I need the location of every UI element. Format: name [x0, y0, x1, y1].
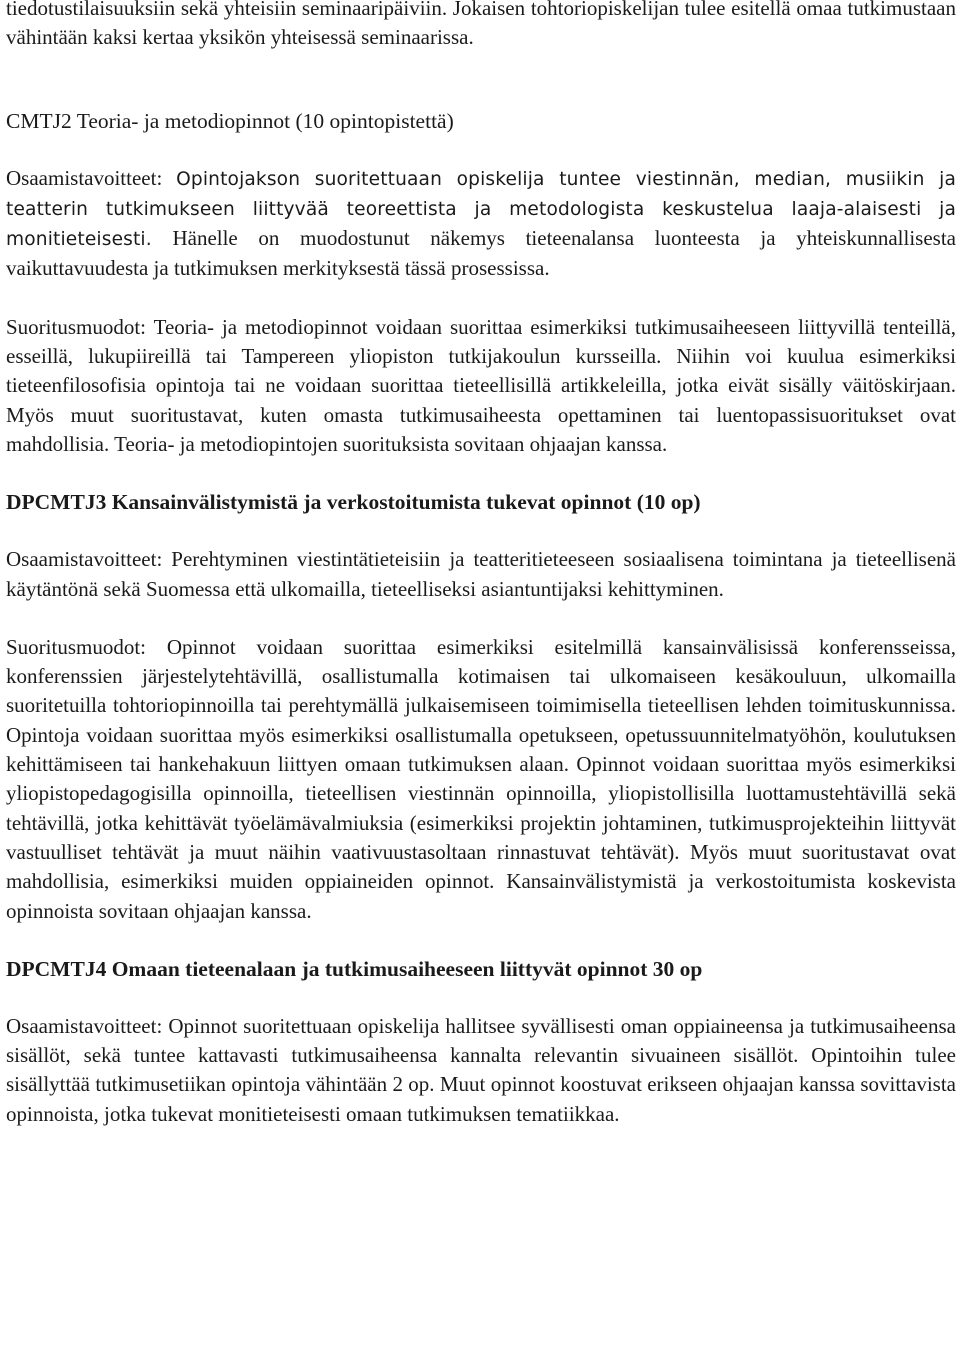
methods-label: Suoritusmuodot: [6, 634, 147, 659]
section-dpcmtj4-outcomes [6, 1012, 956, 1129]
section-dpcmtj3-outcomes [6, 545, 956, 604]
section-cmtj2-outcomes [6, 164, 956, 284]
document-page [6, 0, 956, 1129]
methods-text: Teoria- ja metodiopinnot voidaan suorittaa esimerkiksi tutkimusaiheeseen liittyvillä tenteillä, esseillä, lukupiireillä tai Tampereen yliopiston tutkijakoulun kursseilla. Niihin voi kuulua esimerkiksi tieteenfilosofisia opintoja tai ne voidaan suorittaa tieteellisillä artikkeleilla, jotka eivät sisälly väitöskirjaan. Myös muut suoritustavat, kuten omasta tutkimusaiheesta opettaminen tai luentopassisuoritukset ovat mahdollisia. Teoria- ja metodiopintojen suorituksista sovitaan ohjaajan kanssa. [6, 314, 956, 456]
intro-paragraph: tiedotustilaisuuksiin sekä yhteisiin seminaaripäiviin. Jokaisen tohtoriopiskelijan tulee esitellä omaa tutkimustaan vähintään kaksi kertaa yksikön yhteisessä seminaarissa. [6, 0, 956, 50]
methods-label: Suoritusmuodot: [6, 314, 147, 339]
section-cmtj2-methods [6, 313, 956, 459]
outcomes-label: Osaamistavoitteet: [6, 165, 163, 190]
section-heading-cmtj2: CMTJ2 Teoria- ja metodiopinnot (10 opintopistettä) [6, 108, 454, 133]
outcomes-label: Osaamistavoitteet: [6, 547, 163, 572]
section-heading-dpcmtj3: DPCMTJ3 Kansainvälistymistä ja verkostoitumista tukevat opinnot (10 op) [6, 490, 701, 515]
section-dpcmtj3-methods [6, 633, 956, 926]
outcomes-text: Opinnot suoritettuaan opiskelija hallitsee syvällisesti oman oppiaineensa ja tutkimusaiheensa sisällöt, sekä tuntee kattavasti tutkimusaiheensa kannalta relevantin sivuaineen sisällöt. Opintoihin tulee sisällyttää tutkimusetiikan opintoja vähintään 2 op. Muut opinnot koostuvat erikseen ohjaajan kanssa sovittavista opinnoista, jotka tukevat monitieteisesti omaan tutkimuksen tematiikkaa. [6, 1013, 956, 1126]
section-heading-dpcmtj4: DPCMTJ4 Omaan tieteenalaan ja tutkimusaiheeseen liittyvät opinnot 30 op [6, 956, 703, 981]
outcomes-text: Perehtyminen viestintätieteisiin ja teatteritieteeseen sosiaalisena toimintana ja tieteellisenä käytäntönä sekä Suomessa että ulkomailla, tieteelliseksi asiantuntijaksi kehittyminen. [6, 547, 956, 601]
outcomes-text: Hänelle on muodostunut näkemys tieteenalansa luonteesta ja yhteiskunnallisesta vaikuttavuudesta ja tutkimuksen merkityksestä tässä prosessissa. [6, 226, 956, 281]
outcomes-text-sans: Opintojakson suoritettuaan opiskelija tuntee viestinnän, median, musiikin ja teatterin tutkimukseen liittyvää teoreettista ja metodologista keskustelua laaja-alaisesti ja monitieteisesti. [6, 168, 957, 251]
outcomes-label: Osaamistavoitteet: [6, 1013, 163, 1038]
methods-text: Opinnot voidaan suorittaa esimerkiksi esitelmillä kansainvälisissä konferensseissa, konferenssien järjestelytehtävillä, osallistumalla kotimaisen tai ulkomaiseen kesäkouluun, ulkomailla suoritetuilla tohtoriopinnoilla tai perehtymällä julkaisemiseen toimimisella tieteellisen lehden toimituskunnissa. Opintoja voidaan suorittaa myös esimerkiksi osallistumalla opetukseen, opetussuunnitelmatyöhön, koulutuksen kehittämiseen tai hankehakuun liittyen omaan tutkimuksen alaan. Opinnot voidaan suorittaa myös esimerkiksi yliopistopedagogisilla opinnoilla, tieteellisen viestinnän opinnoilla, yliopistollisilla luottamustehtävillä sekä tehtävillä, jotka kehittävät työelämävalmiuksia (esimerkiksi projektin johtaminen, tutkimusprojekteihin liittyvät vastuulliset tehtävät ja muut näihin vaativuustasoltaan rinnastuvat tehtävät). Myös muut suoritustavat ovat mahdollisia, esimerkiksi muiden oppiaineiden opinnot. Kansainvälistymistä ja verkostoitumista koskevista opinnoista sovitaan ohjaajan kanssa. [6, 634, 956, 923]
